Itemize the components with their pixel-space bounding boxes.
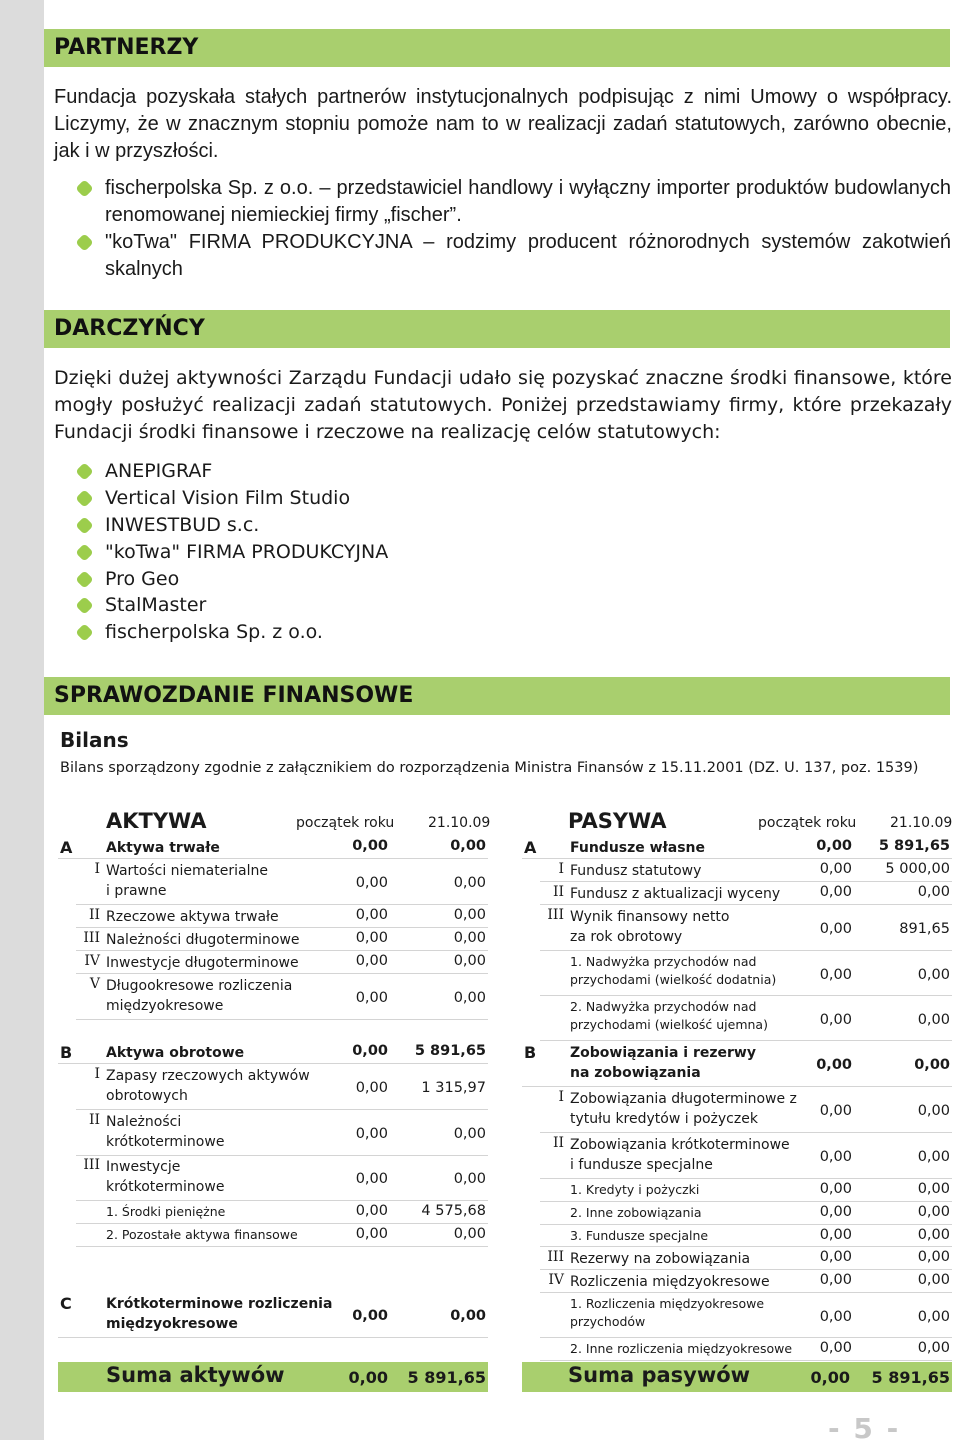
pasywa-row-divider: [540, 1269, 952, 1270]
pasywa-row-code: I: [558, 1089, 564, 1105]
pasywa-row-divider: [540, 1132, 952, 1133]
aktywa-row-code: II: [88, 1112, 100, 1128]
pasywa-row-code: III: [547, 907, 564, 923]
aktywa-row-v2: 4 575,68: [421, 1203, 486, 1219]
aktywa-row-v2: 0,00: [453, 875, 486, 891]
aktywa-row-label: Zapasy rzeczowych aktywów obrotowych: [106, 1068, 310, 1104]
pasywa-row-label: Rezerwy na zobowiązania: [570, 1251, 751, 1267]
bullet-icon: [75, 596, 93, 614]
pasywa-row-divider: [540, 1360, 952, 1361]
aktywa-row-v2: 5 891,65: [414, 1043, 486, 1059]
aktywa-row-v1: 0,00: [355, 1171, 388, 1187]
pasywa-row-v2: 5 891,65: [878, 838, 950, 854]
aktywa-row-label: Aktywa trwałe: [106, 840, 220, 856]
aktywa-row-code: III: [83, 1157, 100, 1173]
aktywa-row-v2: 1 315,97: [421, 1080, 486, 1096]
report-note: Bilans sporządzony zgodnie z załącznikiem do rozporządzenia Ministra Finansów z 15.11.2001 (DZ. U. 137, poz. 1539): [60, 760, 919, 776]
aktywa-row-code: V: [89, 976, 100, 992]
pasywa-sum-v1: 0,00: [810, 1368, 850, 1387]
pasywa-row-divider: [540, 995, 952, 996]
aktywa-row-v1: 0,00: [355, 1226, 388, 1242]
bullet-icon: [75, 233, 93, 251]
pasywa-row-code: A: [524, 838, 537, 857]
aktywa-row-v2: 0,00: [453, 907, 486, 923]
pasywa-row-label: 3. Fundusze specjalne: [570, 1228, 709, 1243]
pasywa-row-divider: [540, 1292, 952, 1293]
pasywa-row-v1: 0,00: [819, 1149, 852, 1165]
pasywa-row-label: Zobowiązania długoterminowe z tytułu kredytów i pożyczek: [570, 1091, 797, 1127]
pasywa-row-divider: [540, 1337, 952, 1338]
aktywa-row-divider: [76, 1223, 488, 1224]
bullet-icon: [75, 179, 93, 197]
pasywa-row-label: Wynik finansowy netto za rok obrotowy: [570, 909, 730, 945]
pasywa-row-v2: 0,00: [917, 1308, 950, 1325]
bullet-icon: [75, 462, 93, 480]
aktywa-row-code: A: [60, 838, 73, 857]
pasywa-title: PASYWA: [568, 809, 667, 833]
aktywa-row-v1: 0,00: [355, 907, 388, 923]
page-number: - 5 -: [828, 1412, 901, 1445]
pasywa-row-label: 2. Inne zobowiązania: [570, 1205, 702, 1220]
aktywa-sum-v1: 0,00: [348, 1368, 388, 1387]
aktywa-row-label: Długookresowe rozliczenia międzyokresowe: [106, 978, 293, 1014]
aktywa-row-v1: 0,00: [355, 930, 388, 946]
pasywa-row-v1: 0,00: [819, 1227, 852, 1243]
pasywa-row-divider: [540, 1201, 952, 1202]
pasywa-row-v2: 0,00: [917, 1249, 950, 1265]
aktywa-row-v2: 0,00: [453, 1171, 486, 1187]
donors-intro: Dzięki dużej aktywności Zarządu Fundacji udało się pozyskać znaczne środki finansowe, które mogły posłużyć realizacji zadań statutowych. Poniżej przedstawiamy firmy, które przekazały Fundacji środki finansowe i rzeczowe na realizację celów statutowych:: [54, 367, 952, 443]
pasywa-row-divider: [540, 950, 952, 951]
bullet-icon: [75, 570, 93, 588]
aktywa-row-v1: 0,00: [355, 1203, 388, 1219]
pasywa-row-label: Zobowiązania i rezerwy na zobowiązania: [570, 1045, 756, 1081]
pasywa-row-label: Zobowiązania krótkoterminowe i fundusze specjalne: [570, 1137, 790, 1173]
pasywa-row-divider: [540, 1246, 952, 1247]
aktywa-row-divider: [76, 1246, 488, 1247]
aktywa-row-divider: [76, 927, 488, 928]
aktywa-row-code: I: [94, 861, 100, 877]
aktywa-row-v1: 0,00: [355, 875, 388, 891]
aktywa-col-date: 21.10.09: [428, 815, 491, 831]
aktywa-row-divider: [76, 973, 488, 974]
pasywa-col-date: 21.10.09: [890, 815, 953, 831]
aktywa-row-v2: 0,00: [453, 930, 486, 946]
section-header-report: SPRAWOZDANIE FINANSOWE: [44, 677, 950, 715]
aktywa-row-label: Inwestycje długoterminowe: [106, 955, 299, 971]
pasywa-row-divider: [540, 1178, 952, 1179]
aktywa-row-code: II: [88, 907, 100, 923]
aktywa-row-label: Aktywa obrotowe: [106, 1045, 245, 1061]
aktywa-row-code: B: [60, 1043, 73, 1062]
pasywa-row-v1: 0,00: [819, 1340, 852, 1356]
pasywa-row-v1: 0,00: [819, 1181, 852, 1197]
pasywa-row-v1: 0,00: [819, 921, 852, 937]
pasywa-row-v2: 0,00: [917, 1181, 950, 1197]
aktywa-sum-label: Suma aktywów: [106, 1363, 285, 1387]
pasywa-row-v2: 0,00: [917, 966, 950, 983]
pasywa-row-label: Fundusz z aktualizacji wyceny: [570, 886, 781, 902]
pasywa-row-label: 1. Nadwyżka przychodów nad przychodami (wielkość dodatnia): [570, 954, 777, 987]
partners-intro: Fundacja pozyskała stałych partnerów instytucjonalnych podpisując z nimi Umowy o współpracy. Liczymy, że w znacznym stopniu pomoże nam to w realizacji zadań statutowych, zarówno obecnie, jak i w przyszłości.: [54, 86, 952, 162]
donor-name: "koTwa" FIRMA PRODUKCYJNA: [105, 541, 389, 563]
pasywa-row-v2: 0,00: [917, 1227, 950, 1243]
aktywa-row-label: 2. Pozostałe aktywa finansowe: [106, 1227, 298, 1242]
pasywa-row-divider: [522, 1086, 952, 1087]
aktywa-sum-v2: 5 891,65: [407, 1368, 486, 1387]
aktywa-row-label: Krótkoterminowe rozliczenia międzyokresowe: [106, 1296, 333, 1332]
pasywa-col-start: początek roku: [758, 815, 857, 831]
pasywa-row-label: 2. Inne rozliczenia międzyokresowe: [570, 1341, 793, 1356]
section-header-donors: DARCZYŃCY: [44, 310, 950, 348]
pasywa-row-v2: 0,00: [917, 1149, 950, 1165]
pasywa-row-divider: [522, 858, 952, 859]
partner-item-text: "koTwa" FIRMA PRODUKCYJNA – rodzimy producent różnorodnych systemów zakotwień skalnych: [105, 231, 951, 280]
aktywa-row-divider: [58, 1063, 488, 1064]
pasywa-row-v1: 0,00: [819, 1249, 852, 1265]
pasywa-row-v2: 0,00: [914, 1057, 950, 1073]
pasywa-row-v1: 0,00: [816, 838, 852, 854]
aktywa-row-divider: [58, 1337, 488, 1338]
pasywa-row-v2: 891,65: [899, 921, 950, 937]
pasywa-row-divider: [540, 1040, 952, 1041]
bullet-icon: [75, 489, 93, 507]
pasywa-row-code: II: [552, 884, 564, 900]
partner-item-text: fischerpolska Sp. z o.o. – przedstawiciel handlowy i wyłączny importer produktów budowlanych renomowanej niemieckiej firmy „fischer”.: [105, 177, 951, 226]
bullet-icon: [75, 623, 93, 641]
pasywa-row-code: III: [547, 1249, 564, 1265]
aktywa-row-code: C: [60, 1294, 72, 1313]
aktywa-row-divider: [76, 904, 488, 905]
aktywa-row-label: Wartości niematerialne i prawne: [106, 863, 268, 899]
donor-name: StalMaster: [105, 594, 207, 616]
pasywa-row-label: 1. Kredyty i pożyczki: [570, 1182, 700, 1197]
aktywa-row-label: Należności długoterminowe: [106, 932, 300, 948]
pasywa-row-divider: [540, 881, 952, 882]
pasywa-row-v1: 0,00: [819, 861, 852, 877]
pasywa-row-divider: [540, 1224, 952, 1225]
pasywa-row-v1: 0,00: [819, 1011, 852, 1028]
bullet-icon: [75, 543, 93, 561]
pasywa-row-label: Fundusz statutowy: [570, 863, 702, 879]
aktywa-row-divider: [76, 1155, 488, 1156]
pasywa-row-v1: 0,00: [819, 1272, 852, 1288]
aktywa-row-divider: [76, 950, 488, 951]
donor-name: INWESTBUD s.c.: [105, 514, 260, 536]
pasywa-row-v2: 0,00: [917, 1103, 950, 1119]
pasywa-row-code: I: [558, 861, 564, 877]
pasywa-row-v1: 0,00: [816, 1057, 852, 1073]
report-subtitle: Bilans: [60, 728, 129, 752]
section-header-partners: PARTNERZY: [44, 29, 950, 67]
pasywa-row-code: IV: [548, 1272, 564, 1288]
pasywa-row-v2: 5 000,00: [885, 861, 950, 877]
aktywa-row-v2: 0,00: [453, 1126, 486, 1142]
pasywa-row-code: II: [552, 1135, 564, 1151]
pasywa-row-v1: 0,00: [819, 1308, 852, 1325]
aktywa-row-label: Rzeczowe aktywa trwałe: [106, 909, 279, 925]
pasywa-row-v1: 0,00: [819, 1103, 852, 1119]
aktywa-row-v2: 0,00: [453, 990, 486, 1006]
pasywa-row-v2: 0,00: [917, 1011, 950, 1028]
donor-name: fischerpolska Sp. z o.o.: [105, 621, 323, 643]
pasywa-row-v1: 0,00: [819, 884, 852, 900]
pasywa-row-v1: 0,00: [819, 966, 852, 983]
aktywa-row-v2: 0,00: [450, 1308, 486, 1324]
aktywa-row-v2: 0,00: [453, 1226, 486, 1242]
aktywa-row-divider: [76, 1109, 488, 1110]
pasywa-row-v1: 0,00: [819, 1204, 852, 1220]
aktywa-row-divider: [76, 1200, 488, 1201]
bullet-icon: [75, 516, 93, 534]
pasywa-row-v2: 0,00: [917, 1204, 950, 1220]
aktywa-row-divider: [76, 1019, 488, 1020]
aktywa-row-v1: 0,00: [355, 1126, 388, 1142]
aktywa-row-v1: 0,00: [355, 1080, 388, 1096]
pasywa-row-v2: 0,00: [917, 1272, 950, 1288]
pasywa-row-divider: [540, 904, 952, 905]
aktywa-row-divider: [58, 858, 488, 859]
donor-name: Pro Geo: [105, 568, 180, 590]
aktywa-row-code: I: [94, 1066, 100, 1082]
aktywa-row-v1: 0,00: [355, 953, 388, 969]
aktywa-row-v2: 0,00: [453, 953, 486, 969]
pasywa-sum-v2: 5 891,65: [871, 1368, 950, 1387]
aktywa-col-start: początek roku: [296, 815, 395, 831]
pasywa-row-label: 2. Nadwyżka przychodów nad przychodami (wielkość ujemna): [570, 999, 768, 1032]
aktywa-row-v1: 0,00: [352, 1043, 388, 1059]
aktywa-row-v1: 0,00: [355, 990, 388, 1006]
aktywa-row-label: Inwestycje krótkoterminowe: [106, 1159, 225, 1195]
left-margin-bar: [0, 0, 44, 1440]
aktywa-row-v2: 0,00: [450, 838, 486, 854]
aktywa-row-v1: 0,00: [352, 838, 388, 854]
aktywa-row-code: IV: [84, 953, 100, 969]
pasywa-row-v2: 0,00: [917, 1340, 950, 1356]
aktywa-row-v1: 0,00: [352, 1308, 388, 1324]
aktywa-row-code: III: [83, 930, 100, 946]
pasywa-row-v2: 0,00: [917, 884, 950, 900]
pasywa-row-label: Rozliczenia międzyokresowe: [570, 1274, 770, 1290]
donor-name: ANEPIGRAF: [105, 460, 213, 482]
aktywa-title: AKTYWA: [106, 809, 207, 833]
donor-name: Vertical Vision Film Studio: [105, 487, 351, 509]
aktywa-row-label: 1. Środki pieniężne: [106, 1204, 226, 1219]
pasywa-row-code: B: [524, 1043, 537, 1062]
aktywa-row-label: Należności krótkoterminowe: [106, 1114, 225, 1150]
pasywa-row-label: Fundusze własne: [570, 840, 706, 856]
pasywa-sum-label: Suma pasywów: [568, 1363, 751, 1387]
pasywa-row-label: 1. Rozliczenia międzyokresowe przychodów: [570, 1296, 765, 1329]
